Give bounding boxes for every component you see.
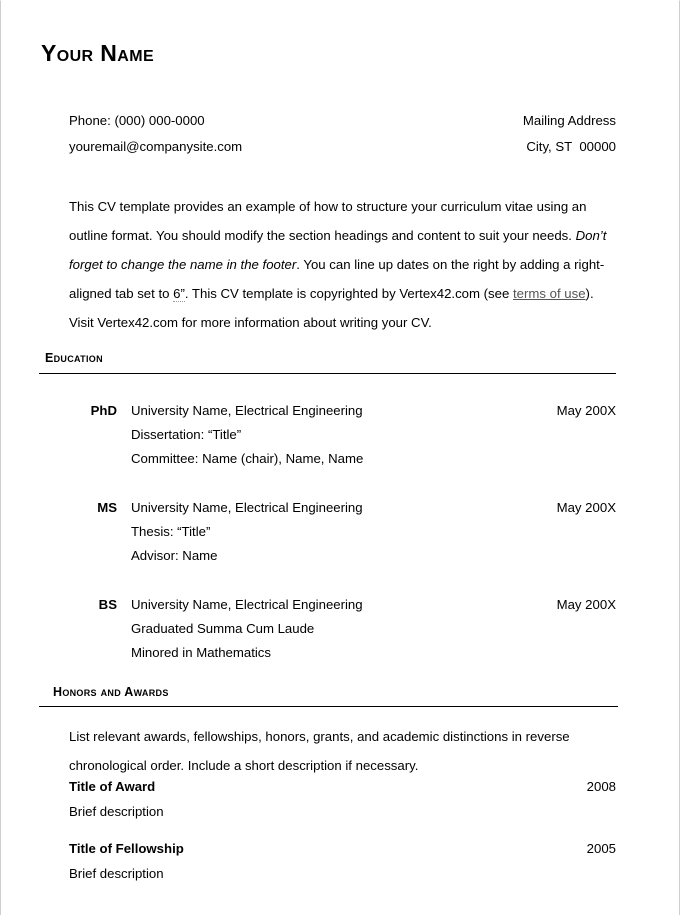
degree-label: PhD: [90, 403, 117, 418]
institution-text: University Name, Electrical Engineering: [131, 500, 363, 515]
entry-detail-line: Graduated Summa Cum Laude: [131, 621, 315, 636]
mailing-address-line2: City, ST 00000: [526, 139, 616, 154]
entry-date: May 200X: [556, 500, 616, 515]
award-item: [69, 774, 616, 824]
award-description: Brief description: [69, 804, 164, 819]
education-entry-phd: [69, 399, 616, 471]
entry-detail-line: Thesis: “Title”: [131, 524, 211, 539]
contact-row-phone: [69, 108, 616, 134]
entry-date: May 200X: [556, 597, 616, 612]
entry-detail-line: Dissertation: “Title”: [131, 427, 242, 442]
intro-text-part4: ). Visit Vertex42.com for more information about writing your CV.: [69, 286, 594, 331]
entry-date: May 200X: [556, 403, 616, 418]
education-entry-bs: [69, 593, 616, 665]
email-text: youremail@companysite.com: [69, 139, 243, 154]
award-description: Brief description: [69, 866, 164, 881]
intro-text-part1: This CV template provides an example of how to structure your curriculum vitae using an outline format. You should modify the section headings and content to suit your needs.: [69, 199, 587, 244]
award-item: [69, 836, 616, 886]
entry-header: [69, 593, 616, 617]
contact-block: [69, 108, 616, 160]
intro-italic-note: Don’t forget to change the name in the footer: [69, 228, 607, 273]
entry-header: [69, 399, 616, 423]
section-heading-honors-and-awards: Honors and Awards: [53, 685, 169, 699]
award-title: Title of Award: [69, 779, 156, 794]
award-title: Title of Fellowship: [69, 841, 184, 856]
intro-paragraph: [69, 192, 621, 337]
section-rule-education: [39, 373, 616, 374]
mailing-address-line1: Mailing Address: [522, 113, 616, 128]
page-title: Your Name: [41, 40, 155, 66]
intro-text-part3: . This CV template is copyrighted by Vertex42.com (see: [184, 286, 513, 302]
entry-detail-line: Advisor: Name: [131, 548, 218, 563]
entry-header: [69, 496, 616, 520]
contact-row-email: [69, 134, 616, 160]
intro-text-part2: . You can line up dates on the right by adding a right-aligned tab set to: [69, 257, 605, 302]
award-year: 2008: [586, 779, 616, 794]
award-year: 2005: [586, 841, 616, 856]
entry-detail-line: Committee: Name (chair), Name, Name: [131, 451, 364, 466]
award-header: [69, 836, 616, 861]
intro-tab-measure: 6”: [173, 286, 185, 302]
section-rule-honors-and-awards: [39, 706, 618, 707]
degree-label: BS: [98, 597, 117, 612]
degree-label: MS: [97, 500, 117, 515]
phone-text: Phone: (000) 000-0000: [69, 113, 205, 128]
award-header: [69, 774, 616, 799]
honors-description: List relevant awards, fellowships, honors, grants, and academic distinctions in reverse chronological order. Include a short description if necessary.: [69, 729, 570, 774]
section-heading-education: Education: [45, 351, 103, 365]
institution-text: University Name, Electrical Engineering: [131, 597, 363, 612]
education-entry-ms: [69, 496, 616, 568]
institution-text: University Name, Electrical Engineering: [131, 403, 363, 418]
terms-of-use-link[interactable]: terms of use: [512, 286, 586, 302]
entry-detail-line: Minored in Mathematics: [131, 645, 271, 660]
